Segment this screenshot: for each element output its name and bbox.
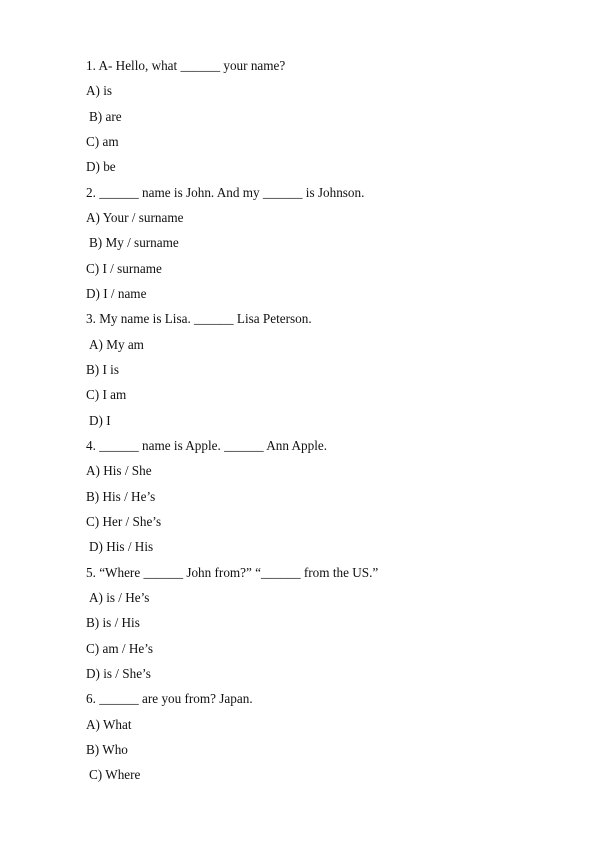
question-1-option-d: D) be: [86, 159, 116, 174]
question-4-option-d: D) His / His: [89, 539, 154, 554]
question-6-option-a: A) What: [86, 717, 132, 732]
question-4-stem: 4. ______ name is Apple. ______ Ann Apple.: [86, 438, 328, 453]
question-3-option-d: D) I: [89, 413, 111, 428]
question-2-option-b: B) My / surname: [89, 235, 179, 250]
question-6-option-b: B) Who: [86, 742, 128, 757]
question-1-option-b: B) are: [89, 109, 122, 124]
question-3-option-c: C) I am: [86, 387, 127, 402]
question-1-option-c: C) am: [86, 134, 119, 149]
question-4-option-c: C) Her / She’s: [86, 514, 162, 529]
question-1-stem: 1. A- Hello, what ______ your name?: [86, 58, 286, 73]
question-2-stem: 2. ______ name is John. And my ______ is Johnson.: [86, 185, 365, 200]
question-6-option-c: C) Where: [89, 767, 141, 782]
question-3-option-a: A) My am: [89, 337, 144, 352]
question-2-option-c: C) I / surname: [86, 261, 162, 276]
question-1-option-a: A) is: [86, 83, 113, 98]
question-2-option-a: A) Your / surname: [86, 210, 184, 225]
question-4-option-a: A) His / She: [86, 463, 152, 478]
question-5-option-b: B) is / His: [86, 615, 140, 630]
question-5-option-a: A) is / He’s: [89, 590, 150, 605]
question-5-option-c: C) am / He’s: [86, 641, 154, 656]
question-5-stem: 5. “Where ______ John from?” “______ from the US.”: [86, 565, 379, 580]
question-2-option-d: D) I / name: [86, 286, 147, 301]
question-4-option-b: B) His / He’s: [86, 489, 156, 504]
question-5-option-d: D) is / She’s: [86, 666, 151, 681]
question-3-stem: 3. My name is Lisa. ______ Lisa Peterson.: [86, 311, 312, 326]
question-3-option-b: B) I is: [86, 362, 119, 377]
question-6-stem: 6. ______ are you from? Japan.: [86, 691, 253, 706]
